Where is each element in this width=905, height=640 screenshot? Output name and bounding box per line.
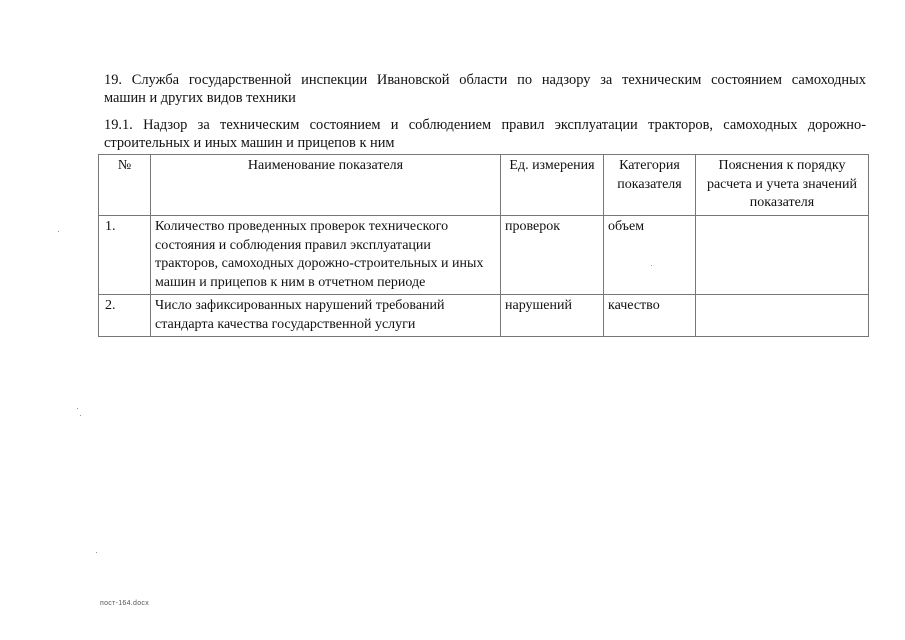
header-name: Наименование показателя [151,155,501,216]
row-unit: проверок [501,216,604,295]
row-unit: нарушений [501,295,604,337]
subsection-heading-line: 19.1. Надзор за техническим состоянием и соблюдением правил эксплуатации тракторов, самоходных дорожно- [104,117,866,133]
header-explanation: Пояснения к порядку расчета и учета значений показателя [696,155,869,216]
row-category: объем [604,216,696,295]
section-heading [104,71,866,107]
row-num: 1. [99,216,151,295]
footer-file-name: пост-164.docx [100,600,150,607]
scan-speck [651,265,652,266]
row-name: Число зафиксированных нарушений требований стандарта качества государственной услуги [151,295,501,337]
scan-speck [77,408,78,409]
row-category: качество [604,295,696,337]
row-explanation [696,295,869,337]
section-heading-line: машин и других видов техники [104,90,296,106]
indicators-table [98,154,869,337]
table-row [99,216,869,295]
section-heading-line: 19. Служба государственной инспекции Ивановской области по надзору за техническим состоянием самоходных [104,72,866,88]
header-unit: Ед. измерения [501,155,604,216]
subsection-heading [104,116,866,152]
row-explanation [696,216,869,295]
scan-speck [96,552,97,553]
header-num: № [99,155,151,216]
table-row [99,295,869,337]
row-name: Количество проведенных проверок технического состояния и соблюдения правил эксплуатации тракторов, самоходных дорожно-строительных и иных машин и прицепов к ним в отчетном периоде [151,216,501,295]
scan-speck [80,415,81,416]
table-header-row [99,155,869,216]
header-category: Категория показателя [604,155,696,216]
subsection-heading-line: строительных и иных машин и прицепов к ним [104,135,395,151]
scan-speck [58,231,59,232]
row-num: 2. [99,295,151,337]
